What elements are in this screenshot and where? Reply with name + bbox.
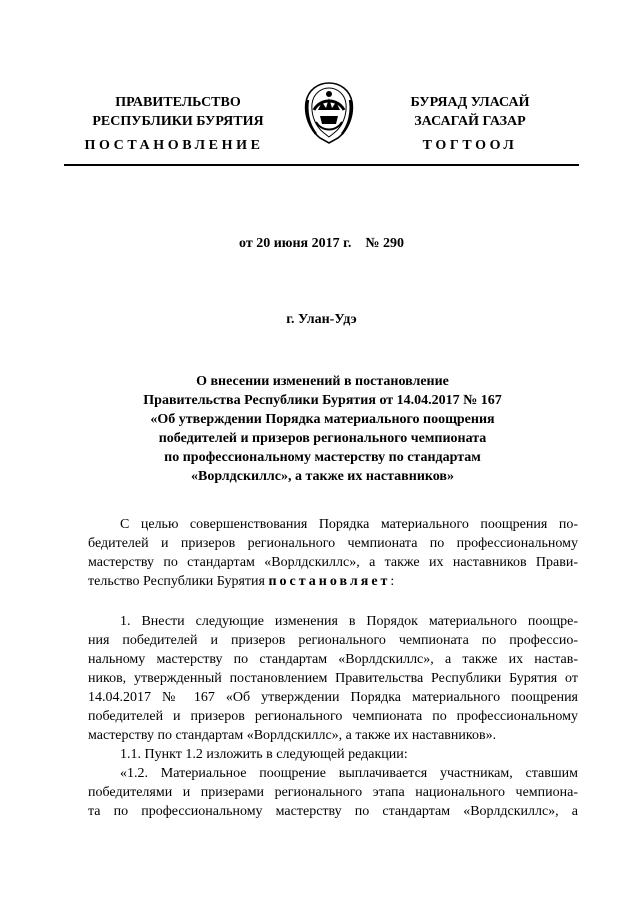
header-right-line2: ЗАСАГАЙ ГАЗАР [414,114,526,129]
body-line: победителей и призеров регионального чемпионата по профессиональному [88,709,578,724]
subject-line: «Об утверждении Порядка материального поощрения [150,412,495,427]
body-line: «1.2. Материальное поощрение выплачивается участникам, ставшим [120,766,578,781]
subject-line: Правительства Республики Бурятия от 14.04.2017 № 167 [143,393,502,408]
decree-subject [110,372,535,486]
preamble-colon: : [390,574,395,589]
body-line: та по профессиональному мастерству по стандартам «Ворлдскиллс», а [88,804,578,819]
coat-of-arms-icon [300,80,358,146]
preamble-line: мастерству по стандартам «Ворлдскиллс», а также их наставников Прави- [88,555,578,570]
body-line: 1. Внести следующие изменения в Порядок материального поощре- [120,614,578,629]
preamble-line [88,572,578,591]
doc-type-title-bua: ТОГТООЛ [422,138,518,153]
preamble-text: тельство Республики Бурятия [88,574,269,589]
body-line: нальному мастерству по стандартам «Ворлдскиллс», а также их настав- [88,652,578,667]
subject-line: «Ворлдскиллс», а также их наставников» [191,469,454,484]
decree-dateline [64,236,579,252]
header-left [88,93,268,131]
decree-number: № 290 [365,236,404,251]
decree-body [88,612,578,821]
decree-date: от 20 июня 2017 г. [239,236,352,251]
header-right [380,93,560,131]
decree-city: г. Улан-Удэ [286,312,357,327]
resolution-keyword: постановляет [268,574,391,589]
body-line: 14.04.2017 № 167 «Об утверждении Порядка материального поощрения [88,690,578,705]
subject-line: по профессиональному мастерству по стандартам [164,450,481,465]
header-divider [64,164,579,166]
body-line: 1.1. Пункт 1.2 изложить в следующей редакции: [120,747,408,762]
subject-line: О внесении изменений в постановление [196,374,449,389]
subject-line: победителей и призеров регионального чемпионата [158,431,487,446]
header-right-line1: БУРЯАД УЛАСАЙ [410,95,530,110]
body-line: ния победителей и призеров регионального чемпионата по профессио- [88,633,578,648]
body-line: победителями и призерами регионального этапа национального чемпиона- [88,785,578,800]
header-left-line2: РЕСПУБЛИКИ БУРЯТИЯ [92,114,264,129]
doc-type-title-ru: ПОСТАНОВЛЕНИЕ [84,138,264,153]
preamble-line: С целью совершенствования Порядка материального поощрения по- [120,517,578,532]
preamble-paragraph [88,515,578,591]
header-left-line1: ПРАВИТЕЛЬСТВО [115,95,241,110]
body-line: мастерству по стандартам «Ворлдскиллс», а также их наставников». [88,728,497,743]
preamble-line: бедителей и призеров регионального чемпионата по профессиональному [88,536,578,551]
body-line: ников, утвержденный постановлением Правительства Республики Бурятия от [88,671,578,686]
